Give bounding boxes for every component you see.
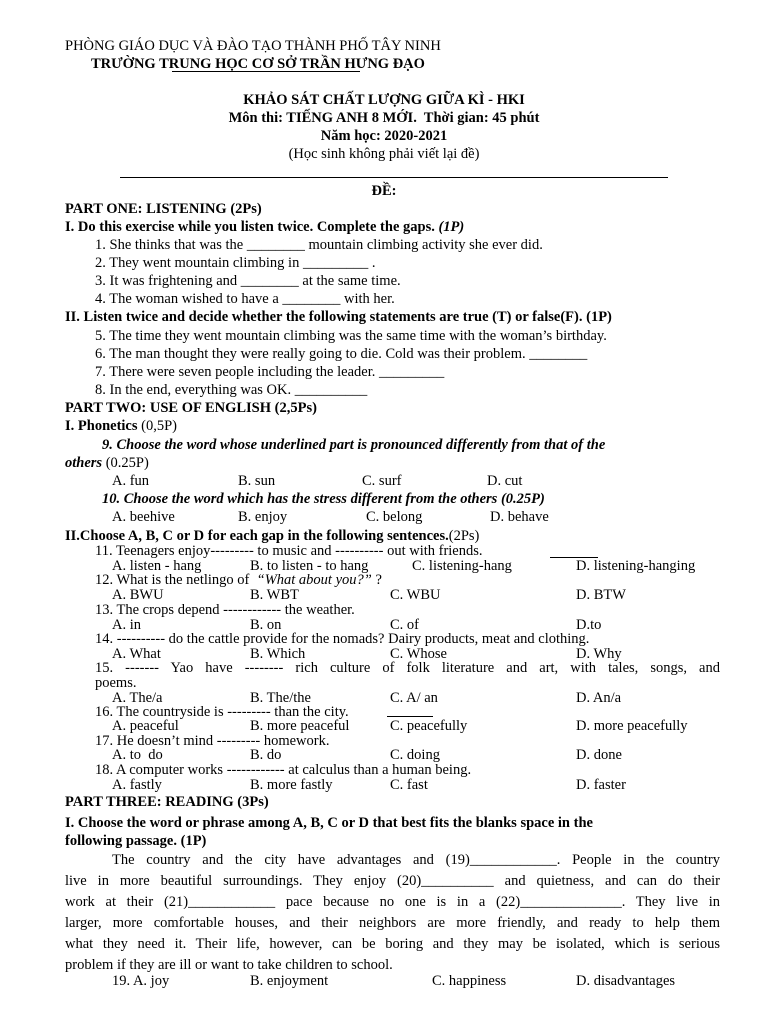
question-1: 1. She thinks that was the ________ mountain climbing activity she ever did. (95, 237, 543, 253)
q10-option-a: A. beehive (112, 509, 175, 525)
year-line: Năm học: 2020-2021 (320, 128, 448, 144)
passage-line-6: problem if they are ill or want to take children to school. (65, 957, 393, 973)
q12-option-a: A. BWU (112, 587, 164, 603)
question-15-line2: poems. (95, 675, 137, 691)
q15-option-d: D. An/a (576, 690, 622, 706)
q15-option-c: C. A/ an (390, 690, 438, 706)
part2-title: PART TWO: USE OF ENGLISH (2,5Ps) (65, 400, 317, 416)
question-9-line1: 9. Choose the word whose underlined part is pronounced differently from that of the (102, 437, 606, 453)
question-8: 8. In the end, everything was OK. __________ (95, 382, 368, 398)
q10-option-b: B. enjoy (238, 509, 288, 525)
q14-option-c: C. Whose (390, 646, 447, 662)
question-9-line2: others (0.25P) (65, 455, 149, 471)
q17-option-d: D. done (576, 747, 622, 763)
q9-option-d: D. cut (487, 473, 523, 489)
q12-option-b: B. WBT (250, 587, 299, 603)
q19-option-c: C. happiness (432, 973, 507, 989)
q13-option-a: A. in (112, 617, 141, 633)
q13-option-c: C. of (390, 617, 419, 633)
q18-option-a: A. fastly (112, 777, 162, 793)
q18-option-b: B. more fastly (250, 777, 333, 793)
question-13: 13. The crops depend ------------ the weather. (95, 602, 355, 618)
de-label: ĐỀ: (371, 183, 397, 199)
question-16: 16. The countryside is --------- than the city. (95, 704, 349, 720)
q10-option-c: C. belong (366, 509, 423, 525)
q19-option-a: 19. A. joy (112, 973, 170, 989)
q13-option-d: D.to (576, 617, 602, 633)
exam-title: KHẢO SÁT CHẤT LƯỢNG GIỮA KÌ - HKI (243, 92, 525, 108)
q10-option-d: D. behave (490, 509, 549, 525)
passage-line-2: live in more beautiful surroundings. They enjoy (20)__________ and quietness, and can do their (65, 873, 720, 889)
q19-option-d: D. disadvantages (576, 973, 676, 989)
phonetics-title: I. Phonetics (0,5P) (65, 418, 177, 434)
note-line: (Học sinh không phải viết lại đề) (288, 146, 480, 162)
q15-option-a: A. The/a (112, 690, 163, 706)
q16-option-a: A. peaceful (112, 718, 179, 734)
passage-line-3: work at their (21)____________ pace because no one is in a (22)______________. They live in (65, 894, 720, 910)
part3-title: PART THREE: READING (3Ps) (65, 794, 269, 810)
passage-line-4: larger, more comfortable houses, and their neighbors are more friendly, and ready to help them (65, 915, 720, 931)
q15-option-b: B. The/the (250, 690, 311, 706)
q11-option-c: C. listening-hang (412, 558, 512, 574)
question-14: 14. ---------- do the cattle provide for the nomads? Dairy products, meat and clothing. (95, 631, 590, 647)
q11-option-a: A. listen - hang (112, 558, 202, 574)
part1-title: PART ONE: LISTENING (2Ps) (65, 201, 262, 217)
question-11: 11. Teenagers enjoy--------- to music and ---------- out with friends. (95, 543, 483, 559)
q14-option-d: D. Why (576, 646, 622, 662)
header-divider (120, 177, 668, 178)
q14-option-b: B. Which (250, 646, 306, 662)
question-15-line1: 15. ------- Yao have -------- rich culture of folk literature and art, with tales, songs, and (95, 660, 720, 676)
passage-line-5: what they need it. Their life, however, can be boring and they may be isolated, which is serious (65, 936, 720, 952)
question-6: 6. The man thought they were really going to die. Cold was their problem. ________ (95, 346, 588, 362)
q13-option-b: B. on (250, 617, 282, 633)
question-5: 5. The time they went mountain climbing was the same time with the woman’s birthday. (95, 328, 607, 344)
q16-option-b: B. more peaceful (250, 718, 350, 734)
part2-sec2-title: II.Choose A, B, C or D for each gap in the following sentences.(2Ps) (65, 528, 480, 544)
passage-line-1: The country and the city have advantages and (19)____________. People in the country (112, 852, 720, 868)
q12-option-c: C. WBU (390, 587, 441, 603)
q9-option-c: C. surf (362, 473, 402, 489)
q18-option-c: C. fast (390, 777, 428, 793)
school-underline (172, 71, 360, 72)
q17-option-b: B. do (250, 747, 282, 763)
q11-option-d: D. listening-hanging (576, 558, 696, 574)
question-3: 3. It was frightening and ________ at the same time. (95, 273, 401, 289)
department-name: PHÒNG GIÁO DỤC VÀ ĐÀO TẠO THÀNH PHỐ TÂY NINH (65, 38, 441, 54)
q11-option-b: B. to listen - to hang (250, 558, 369, 574)
question-12: 12. What is the netlingo of “What about you?” ? (95, 572, 382, 588)
question-7: 7. There were seven people including the leader. _________ (95, 364, 445, 380)
q16-option-c: C. peacefully (390, 718, 468, 734)
q17-option-c: C. doing (390, 747, 440, 763)
school-name: TRƯỜNG TRUNG HỌC CƠ SỞ TRẦN HƯNG ĐẠO (91, 56, 425, 72)
part1-sec1-title: I. Do this exercise while you listen twice. Complete the gaps. (1P) (65, 219, 465, 235)
q9-option-a: A. fun (112, 473, 150, 489)
question-2: 2. They went mountain climbing in _________ . (95, 255, 376, 271)
part1-sec2-title: II. Listen twice and decide whether the following statements are true (T) or false(F). (1P) (65, 309, 612, 325)
q12-option-d: D. BTW (576, 587, 626, 603)
q16-option-d: D. more peacefully (576, 718, 688, 734)
subject-line: Môn thi: TIẾNG ANH 8 MỚI. Thời gian: 45 phút (228, 110, 540, 126)
q18-option-d: D. faster (576, 777, 626, 793)
q17-option-a: A. to do (112, 747, 163, 763)
question-18: 18. A computer works ------------ at calculus than a human being. (95, 762, 472, 778)
q9-option-b: B. sun (238, 473, 276, 489)
q14-option-a: A. What (112, 646, 161, 662)
q19-option-b: B. enjoyment (250, 973, 329, 989)
question-17: 17. He doesn’t mind --------- homework. (95, 733, 330, 749)
part3-sec1-line1: I. Choose the word or phrase among A, B, C or D that best fits the blanks space in the (65, 815, 593, 831)
question-10: 10. Choose the word which has the stress different from the others (0.25P) (102, 491, 545, 507)
q11-answer-line (550, 557, 598, 558)
question-4: 4. The woman wished to have a ________ with her. (95, 291, 395, 307)
part3-sec1-line2: following passage. (1P) (65, 833, 207, 849)
